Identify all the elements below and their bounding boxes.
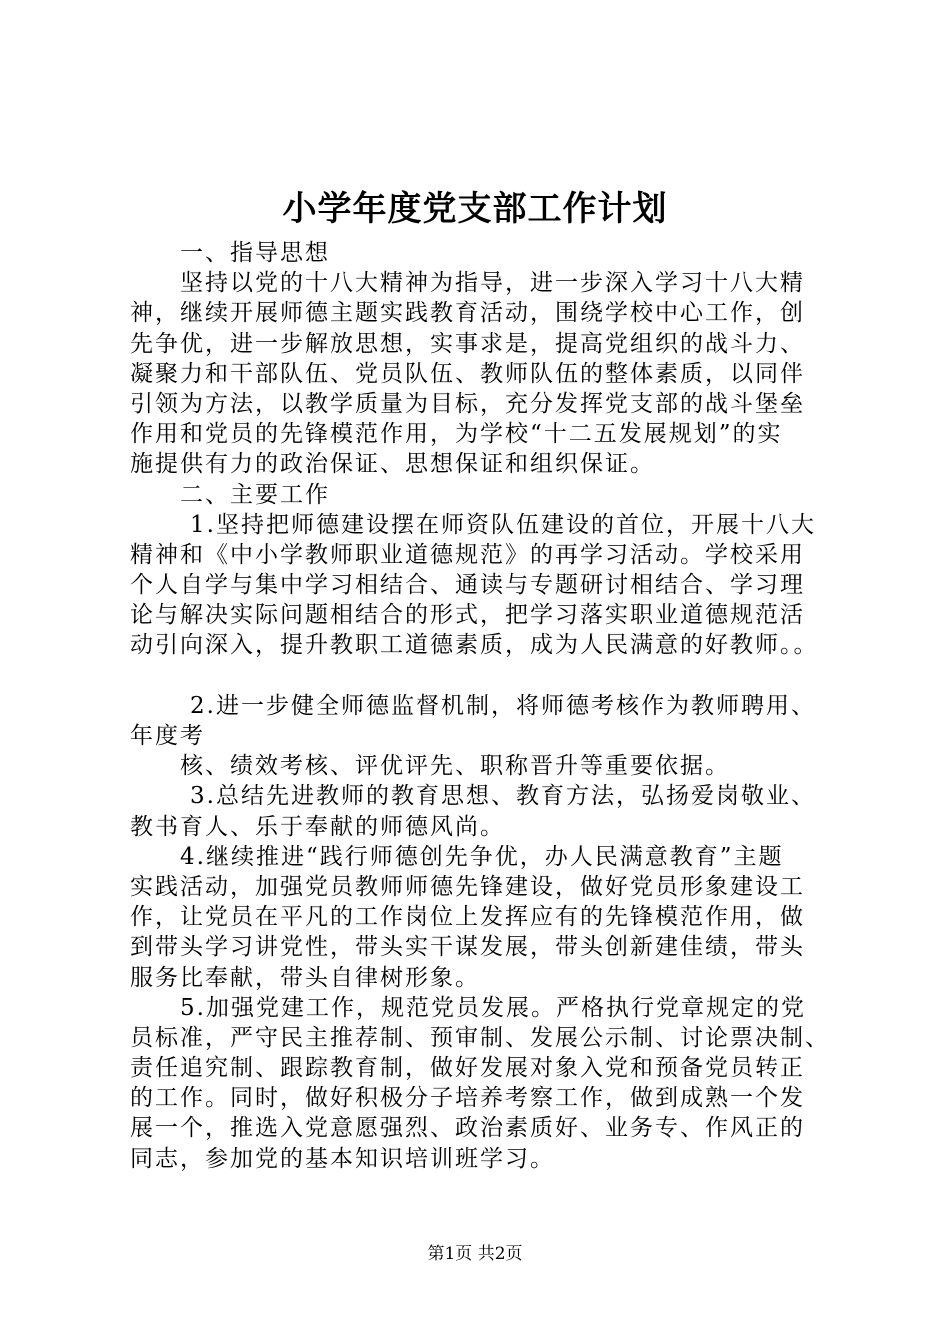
paragraph-line: 实践活动，加强党员教师师德先锋建设，做好党员形象建设工 — [130, 873, 805, 900]
paragraph-line: 1.坚持把师德建设摆在师资队伍建设的首位，开展十八大 — [190, 511, 816, 538]
paragraph-line: 凝聚力和干部队伍、党员队伍、教师队伍的整体素质，以同伴 — [130, 360, 805, 387]
paragraph-line: 4.继续推进“践行师德创先争优，办人民满意教育”主题 — [180, 843, 784, 870]
paragraph-line: 引领为方法，以教学质量为目标，充分发挥党支部的战斗堡垒 — [130, 390, 805, 417]
paragraph-line: 神，继续开展师德主题实践教育活动，围绕学校中心工作，创 — [130, 300, 805, 327]
paragraph-line: 责任追究制、跟踪教育制，做好发展对象入党和预备党员转正 — [130, 1055, 805, 1082]
paragraph-line: 3.总结先进教师的教育思想、教育方法，弘扬爱岗敬业、 — [190, 783, 816, 810]
paragraph-line: 先争优，进一步解放思想，实事求是，提高党组织的战斗力、 — [130, 330, 805, 357]
paragraph-gap — [130, 661, 830, 691]
paragraph-line: 同志，参加党的基本知识培训班学习。 — [130, 1145, 555, 1172]
paragraph-line: 员标准，严守民主推荐制、预审制、发展公示制、讨论票决制、 — [130, 1024, 830, 1051]
paragraph-line: 5.加强党建工作，规范党员发展。严格执行党章规定的党 — [180, 994, 806, 1021]
page-number: 第1页 共2页 — [427, 1244, 523, 1264]
paragraph-line: 个人自学与集中学习相结合、通读与专题研讨相结合、学习理 — [130, 572, 805, 599]
paragraph-line: 坚持以党的十八大精神为指导，进一步深入学习十八大精 — [180, 270, 805, 297]
paragraph-line: 动引向深入，提升教职工道德素质，成为人民满意的好教师。。 — [130, 632, 819, 659]
document-body — [130, 238, 830, 1174]
paragraph-line: 的工作。同时，做好积极分子培养考察工作，做到成熟一个发 — [130, 1085, 805, 1112]
paragraph-line: 精神和《中小学教师职业道德规范》的再学习活动。学校采用 — [130, 541, 805, 568]
paragraph-line: 施提供有力的政治保证、思想保证和组织保证。 — [130, 451, 655, 478]
section-heading-guiding-ideology: 一、指导思想 — [180, 240, 330, 266]
paragraph-line: 到带头学习讲党性，带头实干谋发展，带头创新建佳绩，带头 — [130, 934, 805, 961]
paragraph-line: 服务比奉献，带头自律树形象。 — [130, 964, 480, 991]
section-heading-main-work: 二、主要工作 — [180, 481, 330, 508]
document-title: 小学年度党支部工作计划 — [282, 189, 668, 229]
paragraph-line: 年度考 — [130, 723, 205, 749]
paragraph-line: 展一个，推选入党意愿强烈、政治素质好、业务专、作风正的 — [130, 1115, 805, 1142]
paragraph-line: 作，让党员在平凡的工作岗位上发挥应有的先锋模范作用，做 — [130, 904, 805, 931]
paragraph-line: 核、绩效考核、评优评先、职称晋升等重要依据。 — [180, 753, 730, 780]
paragraph-line: 教书育人、乐于奉献的师德风尚。 — [130, 813, 505, 840]
paragraph-line: 论与解决实际问题相结合的形式，把学习落实职业道德规范活 — [130, 602, 805, 629]
paragraph-line: 作用和党员的先锋模范作用，为学校“十二五发展规划”的实 — [130, 421, 783, 448]
paragraph-line: 2.进一步健全师德监督机制，将师德考核作为教师聘用、 — [190, 692, 816, 719]
